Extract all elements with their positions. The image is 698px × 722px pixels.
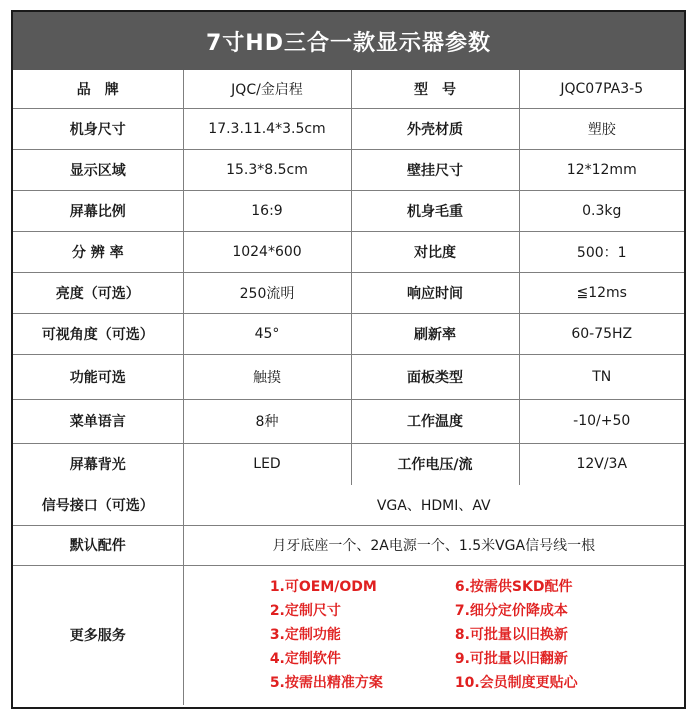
spec-label: 显示区域: [13, 149, 183, 190]
spec-label: 工作温度: [351, 399, 519, 443]
spec-sheet: [11, 10, 686, 709]
service-item: 5.按需出精准方案: [269, 675, 383, 692]
spec-rows: [13, 70, 684, 485]
spec-row: [13, 149, 684, 190]
accessory-value: 月牙底座一个、2A电源一个、1.5米VGA信号线一根: [183, 525, 684, 565]
spec-label: 分 辨 率: [13, 231, 183, 272]
spec-value: 1024*600: [183, 231, 351, 272]
spec-value: 15.3*8.5cm: [183, 149, 351, 190]
spec-label: 机身毛重: [351, 190, 519, 231]
spec-value: 17.3.11.4*3.5cm: [183, 108, 351, 149]
spec-label: 壁挂尺寸: [351, 149, 519, 190]
spec-label: 品 牌: [13, 70, 183, 108]
spec-label: 机身尺寸: [13, 108, 183, 149]
spec-label: 功能可选: [13, 354, 183, 399]
signal-row: [13, 485, 684, 525]
signal-label: 信号接口（可选）: [13, 485, 183, 525]
service-item: 1.可OEM/ODM: [269, 579, 377, 596]
service-item: 4.定制软件: [269, 651, 341, 668]
spec-value: ≦12ms: [519, 272, 684, 313]
spec-value: 触摸: [183, 354, 351, 399]
spec-value: 12V/3A: [519, 443, 684, 485]
spec-value: 250流明: [183, 272, 351, 313]
spec-label: 面板类型: [351, 354, 519, 399]
service-item: 10.会员制度更贴心: [454, 675, 578, 692]
spec-value: -10/+50: [519, 399, 684, 443]
service-item: 6.按需供SKD配件: [454, 579, 573, 596]
spec-label: 响应时间: [351, 272, 519, 313]
spec-label: 可视角度（可选）: [13, 313, 183, 354]
spec-value: LED: [183, 443, 351, 485]
spec-row: [13, 313, 684, 354]
services-right-column: [455, 578, 578, 692]
accessory-row: [13, 525, 684, 565]
spec-label: 菜单语言: [13, 399, 183, 443]
spec-value: 8种: [183, 399, 351, 443]
spec-value: 12*12mm: [519, 149, 684, 190]
service-item: 9.可批量以旧翻新: [454, 651, 568, 668]
spec-value: TN: [519, 354, 684, 399]
service-item: 7.细分定价降成本: [454, 603, 568, 620]
spec-value: 500：1: [519, 231, 684, 272]
spec-row: [13, 190, 684, 231]
spec-value: JQC07PA3-5: [519, 70, 684, 108]
spec-row: [13, 70, 684, 108]
services-label: 更多服务: [13, 565, 183, 705]
spec-table: [13, 70, 684, 705]
spec-value: 0.3kg: [519, 190, 684, 231]
spec-label: 外壳材质: [351, 108, 519, 149]
service-item: 2.定制尺寸: [269, 603, 341, 620]
spec-row: [13, 354, 684, 399]
spec-label: 亮度（可选）: [13, 272, 183, 313]
service-item: 8.可批量以旧换新: [454, 627, 568, 644]
services-left-column: [270, 578, 383, 692]
spec-label: 型 号: [351, 70, 519, 108]
service-item: 3.定制功能: [269, 627, 341, 644]
signal-value: VGA、HDMI、AV: [183, 485, 684, 525]
spec-label: 工作电压/流: [351, 443, 519, 485]
spec-value: 45°: [183, 313, 351, 354]
spec-label: 屏幕背光: [13, 443, 183, 485]
spec-value: JQC/金启程: [183, 70, 351, 108]
spec-label: 对比度: [351, 231, 519, 272]
spec-row: [13, 399, 684, 443]
spec-row: [13, 443, 684, 485]
services-cell: [183, 565, 684, 705]
services-list: [184, 578, 685, 692]
spec-row: [13, 272, 684, 313]
accessory-label: 默认配件: [13, 525, 183, 565]
spec-label: 屏幕比例: [13, 190, 183, 231]
spec-value: 塑胶: [519, 108, 684, 149]
spec-row: [13, 108, 684, 149]
services-row: [13, 565, 684, 705]
spec-value: 16:9: [183, 190, 351, 231]
page-title: 7寸HD三合一款显示器参数: [13, 12, 684, 70]
spec-row: [13, 231, 684, 272]
spec-value: 60-75HZ: [519, 313, 684, 354]
spec-label: 刷新率: [351, 313, 519, 354]
